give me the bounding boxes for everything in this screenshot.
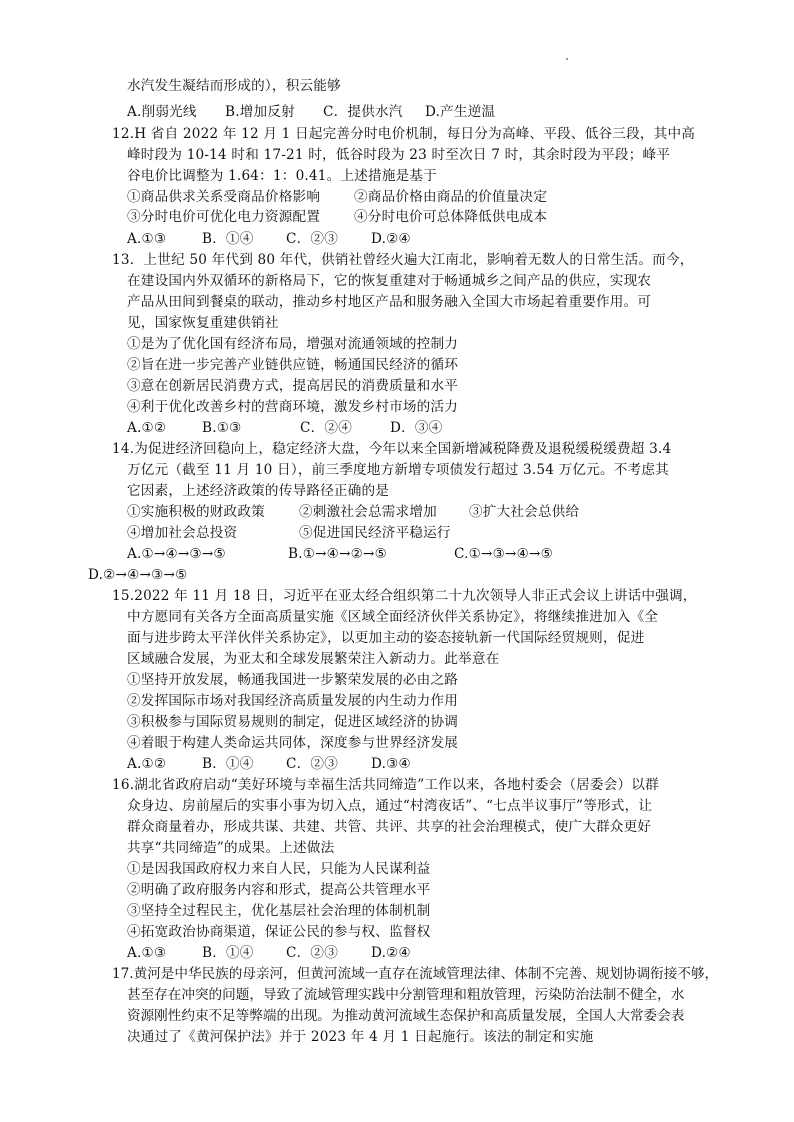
q14-option-a: A.①→④→③→⑤ <box>127 546 226 562</box>
q16-item: ④拓宽政治协商渠道，保证公民的参与权、监督权 <box>127 924 431 940</box>
q13-stem-line: 产品从田间到餐桌的联动，推动乡村地区产品和服务融入全国大市场起着重要作用。可 <box>127 294 652 310</box>
q16-option-b: B．①④ <box>202 945 254 961</box>
q15-stem-line: 中方愿同有关各方全面高质量实施《区域全面经济伙伴关系协定》，将继续推进加入《全 <box>127 609 659 625</box>
q17-stem-line: 17.黄河是中华民族的母亲河，但黄河流域一直存在流域管理法律、体制不完善、规划协调衔接不够， <box>112 966 719 982</box>
q14-item: ④增加社会总投资 <box>127 525 238 541</box>
q16-stem-line: 共享“共同缔造”的成果。上述做法 <box>127 840 335 856</box>
q14-option-c: C.①→③→④→⑤ <box>454 546 553 562</box>
q17-stem-line: 资源刚性约束不足等弊端的出现。为推动黄河流域生态保护和高质量发展，全国人大常委会表 <box>127 1008 685 1024</box>
q13-item: ②旨在进一步完善产业链供应链，畅通国民经济的循环 <box>127 357 459 373</box>
q15-option-b: B．①④ <box>202 756 254 772</box>
q14-item: ③扩大社会总供给 <box>469 504 580 520</box>
q12-options <box>127 229 411 249</box>
q16-stem-line: 16.湖北省政府启动“美好环境与幸福生活共同缔造”工作以来，各地村委会（居委会）以群 <box>112 777 659 793</box>
q17-stem-line: 决通过了《黄河保护法》并于 2023 年 4 月 1 日起施行。该法的制定和实施 <box>127 1029 594 1045</box>
q14-item: ①实施积极的财政政策 <box>127 504 265 520</box>
q11-option-b: B.增加反射 <box>225 104 295 120</box>
q13-item: ④利于优化改善乡村的营商环境，激发乡村市场的活力 <box>127 399 459 415</box>
q15-item: ④着眼于构建人类命运共同体，深度参与世界经济发展 <box>127 735 459 751</box>
q13-stem-line: 见，国家恢复重建供销社 <box>127 315 279 331</box>
q15-option-a: A.①② <box>127 756 167 772</box>
q13-option-a: A.①② <box>127 420 167 436</box>
q12-item: ④分时电价可总体降低供电成本 <box>354 209 548 225</box>
q13-stem-line: 在建设国内外双循环的新格局下，它的恢复重建对于畅通城乡之间产品的供应，实现农 <box>127 273 652 289</box>
q15-item: ②发挥国际市场对我国经济高质量发展的内生动力作用 <box>127 693 459 709</box>
q13-option-b: B.①③ <box>202 420 242 436</box>
q13-item: ①是为了优化国有经济布局，增强对流通领域的控制力 <box>127 336 459 352</box>
q14-stem-line: 万亿元（截至 11 月 10 日），前三季度地方新增专项债发行超过 3.54 万亿元。不考虑其 <box>127 462 669 478</box>
q16-option-a: A.①③ <box>127 945 167 961</box>
q12-item: ①商品供求关系受商品价格影响 <box>127 189 321 205</box>
q12-option-c: C．②③ <box>286 231 338 247</box>
q11-text-cont: 水汽发生凝结而形成的），积云能够 <box>127 78 341 94</box>
q16-stem-line: 群众商量着办，形成共谋、共建、共管、共评、共享的社会治理模式，使广大群众更好 <box>127 819 652 835</box>
q13-stem-line: 13．上世纪 50 年代到 80 年代，供销社曾经火遍大江南北，影响着无数人的日常生活。而今， <box>112 252 694 268</box>
q16-stem-line: 众身边、房前屋后的实事小事为切入点，通过“村湾夜话”、“七点半议事厅”等形式，让 <box>127 798 653 814</box>
q14-item: ②刺激社会总需求增加 <box>299 504 437 520</box>
q16-item: ③坚持全过程民主，优化基层社会治理的体制机制 <box>127 903 431 919</box>
q12-stem-line: 12.H 省自 2022 年 12 月 1 日起完善分时电价机制，每日分为高峰、平段、低谷三段，其中高 <box>112 126 696 142</box>
q12-items-row <box>127 207 547 227</box>
q13-option-d: D．③④ <box>390 420 443 436</box>
q15-stem-line: 15.2022 年 11 月 18 日，习近平在亚太经合组织第二十九次领导人非正式会议上讲话中强调， <box>112 588 697 604</box>
q16-item: ①是因我国政府权力来自人民，只能为人民谋利益 <box>127 861 431 877</box>
q13-options <box>127 418 442 438</box>
q14-option-d: D.②→④→③→⑤ <box>88 567 188 583</box>
q14-options <box>127 544 553 564</box>
q15-item: ①坚持开放发展，畅通我国进一步繁荣发展的必由之路 <box>127 672 459 688</box>
q17-stem-line: 甚至存在冲突的问题，导致了流域管理实践中分割管理和粗放管理，污染防治法制不健全，水 <box>127 987 685 1003</box>
q15-options <box>127 754 411 774</box>
q11-option-a: A.削弱光线 <box>127 104 197 120</box>
q12-stem-line: 峰时段为 10-14 时和 17-21 时，低谷时段为 23 时至次日 7 时，其余时段为平段；峰平 <box>127 147 671 163</box>
q14-option-b: B.①→④→②→⑤ <box>288 546 388 562</box>
q11-options <box>127 102 495 122</box>
q12-item: ③分时电价可优化电力资源配置 <box>127 209 321 225</box>
q12-option-d: D.②④ <box>371 231 411 247</box>
q15-option-c: C．②③ <box>286 756 338 772</box>
q16-option-d: D.②④ <box>371 945 411 961</box>
scan-speck <box>566 58 568 60</box>
q14-item: ⑤促进国民经济平稳运行 <box>299 525 451 541</box>
q14-stem-line: 它因素，上述经济政策的传导路径正确的是 <box>127 483 390 499</box>
q16-option-c: C．②③ <box>286 945 338 961</box>
q12-item: ②商品价格由商品的价值量决定 <box>354 189 548 205</box>
q11-option-c: C．提供水汽 <box>323 104 403 120</box>
q16-item: ②明确了政府服务内容和形式，提高公共管理水平 <box>127 882 431 898</box>
q16-options <box>127 943 411 963</box>
q12-option-a: A.①③ <box>127 231 167 247</box>
q12-option-b: B．①④ <box>202 231 254 247</box>
q12-items-row <box>127 187 547 207</box>
q14-stem-line: 14.为促进经济回稳向上，稳定经济大盘，今年以来全国新增减税降费及退税缓税缓费超 3.4 <box>112 441 672 457</box>
q12-stem-line: 谷电价比调整为 1.64：1：0.41。上述措施是基于 <box>127 168 437 184</box>
q13-option-c: C．②④ <box>300 420 352 436</box>
q14-items-row <box>127 502 579 522</box>
q14-items-row <box>127 523 451 543</box>
q15-stem-line: 区域融合发展，为亚太和全球发展繁荣注入新动力。此举意在 <box>127 651 500 667</box>
q15-option-d: D.③④ <box>371 756 411 772</box>
q15-item: ③积极参与国际贸易规则的制定，促进区域经济的协调 <box>127 714 459 730</box>
q13-item: ③意在创新居民消费方式，提高居民的消费质量和水平 <box>127 378 459 394</box>
q11-option-d: D.产生逆温 <box>425 104 496 120</box>
q15-stem-line: 面与进步跨太平洋伙伴关系协定》，以更加主动的姿态接轨新一代国际经贸规则，促进 <box>127 630 645 646</box>
